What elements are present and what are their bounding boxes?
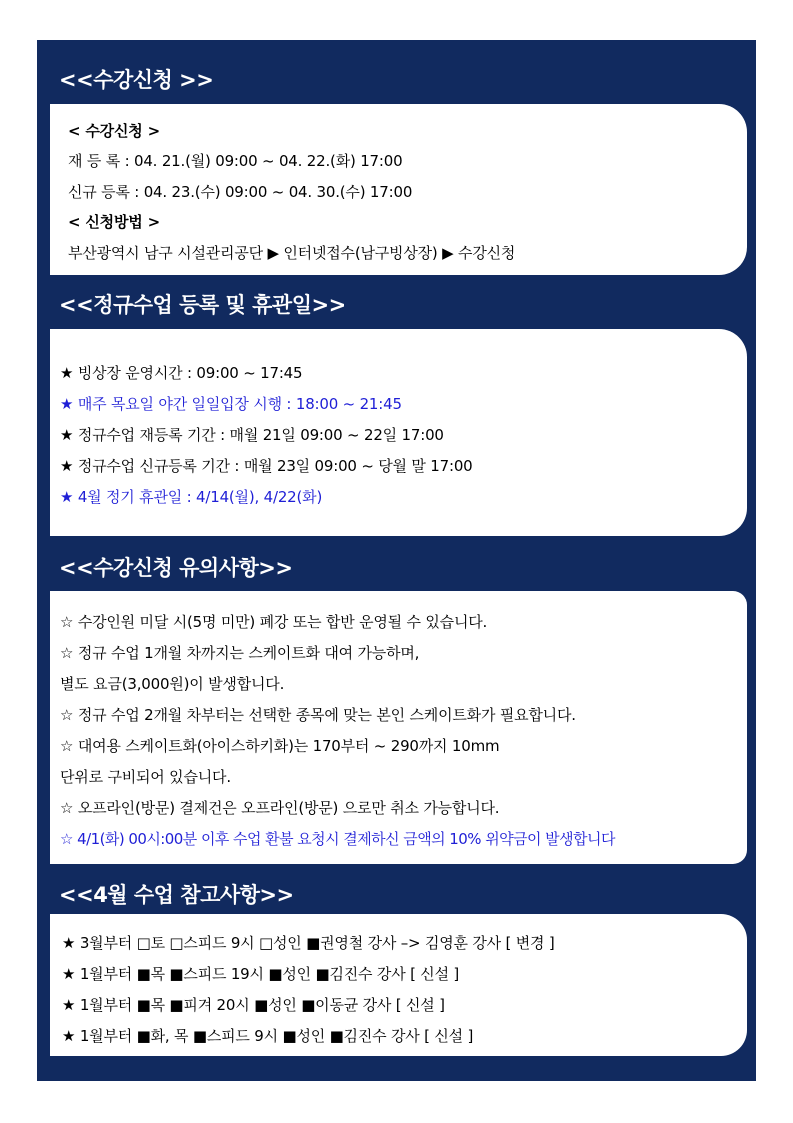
new-registration-window: ★ 정규수업 신규등록 기간 : 매월 23일 09:00 ~ 당월 말 17:00 (60, 457, 473, 475)
section-box-regular-classes (50, 329, 747, 536)
section-title-precautions: <<수강신청 유의사항>> (59, 556, 293, 580)
application-method-path: 부산광역시 남구 시설관리공단 ▶ 인터넷접수(남구빙상장) ▶ 수강신청 (68, 244, 516, 262)
operating-hours: ★ 빙상장 운영시간 : 09:00 ~ 17:45 (60, 364, 303, 382)
registration-heading: < 수강신청 > (68, 122, 160, 140)
april-note-row: ★ 1월부터 ■화, 목 ■스피드 9시 ■성인 ■김진수 강사 [ 신설 ] (62, 1027, 474, 1045)
thursday-night-admission: ★ 매주 목요일 야간 일일입장 시행 : 18:00 ~ 21:45 (60, 395, 402, 413)
precaution-offline-cancel: ☆ 오프라인(방문) 결제건은 오프라인(방문) 으로만 취소 가능합니다. (60, 799, 500, 817)
precaution-rental-first-month: ☆ 정규 수업 1개월 차까지는 스케이트화 대여 가능하며, (60, 644, 420, 662)
april-note-row: ★ 3월부터 □토 □스피드 9시 □성인 ■권영철 강사 –> 김영훈 강사 [ 변경 ] (62, 934, 555, 952)
section-box-registration (50, 104, 747, 275)
april-note-row: ★ 1월부터 ■목 ■피겨 20시 ■성인 ■이동균 강사 [ 신설 ] (62, 996, 445, 1014)
section-box-precautions (50, 591, 747, 864)
precaution-rental-fee: 별도 요금(3,000원)이 발생합니다. (60, 675, 285, 693)
precaution-minimum-enrollment: ☆ 수강인원 미달 시(5명 미만) 폐강 또는 합반 운영될 수 있습니다. (60, 613, 488, 631)
section-title-regular-classes: <<정규수업 등록 및 휴관일>> (59, 293, 346, 317)
notice-panel (37, 40, 756, 1081)
april-closure-days: ★ 4월 정기 휴관일 : 4/14(월), 4/22(화) (60, 488, 323, 506)
precaution-rental-sizes: ☆ 대여용 스케이트화(아이스하키화)는 170부터 ~ 290까지 10mm (60, 737, 500, 755)
precaution-refund-penalty: ☆ 4/1(화) 00시:00분 이후 수업 환불 요청시 결제하신 금액의 10% 위약금이 발생합니다 (60, 830, 615, 848)
section-box-april-notes (50, 914, 747, 1056)
section-title-april-notes: <<4월 수업 참고사항>> (59, 883, 294, 907)
new-registration-period: 신규 등록 : 04. 23.(수) 09:00 ~ 04. 30.(수) 17:00 (68, 183, 413, 201)
precaution-own-skates: ☆ 정규 수업 2개월 차부터는 선택한 종목에 맞는 본인 스케이트화가 필요합니다. (60, 706, 576, 724)
re-registration-window: ★ 정규수업 재등록 기간 : 매월 21일 09:00 ~ 22일 17:00 (60, 426, 444, 444)
application-method-heading: < 신청방법 > (68, 213, 160, 231)
re-registration-period: 재 등 록 : 04. 21.(월) 09:00 ~ 04. 22.(화) 17:00 (68, 152, 403, 170)
april-note-row: ★ 1월부터 ■목 ■스피드 19시 ■성인 ■김진수 강사 [ 신설 ] (62, 965, 460, 983)
section-title-registration: <<수강신청 >> (59, 68, 214, 92)
precaution-size-units: 단위로 구비되어 있습니다. (60, 768, 231, 786)
